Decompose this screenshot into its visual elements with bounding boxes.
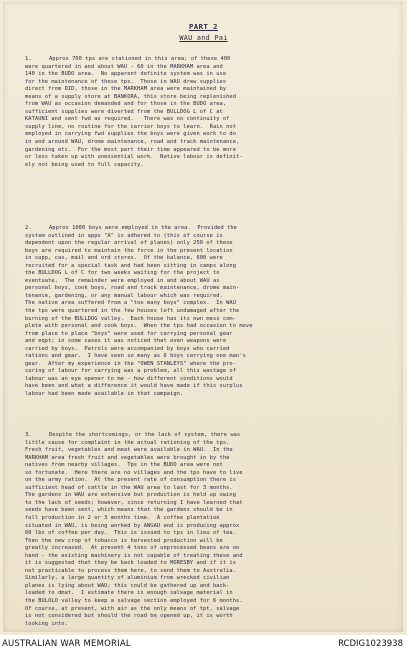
- text-line: recruited for a special task and had been sitting in camps along: [25, 262, 237, 269]
- text-line: loaded to dmat. I estimate there is enough salvage material in: [25, 590, 233, 597]
- text-line: so fortunate. Here there are no villages and the tps have to live: [25, 469, 243, 476]
- text-line: Similarly, a large quantity of aluminium from wrecked civilian: [25, 575, 230, 582]
- document-header: [0, 22, 407, 42]
- text-line: The gardens in WAU are extensive but production is held up owing: [25, 492, 237, 499]
- text-line: for the maintenance of these tps. Those in WAU drew supplies: [25, 78, 227, 85]
- text-line: labour was an eye opener to me - how different conditions would: [25, 375, 233, 382]
- text-line: were quartered in and about WAU - 60 in the MARKHAM area and: [25, 63, 223, 70]
- text-line: eventuate. The remainder were employed in and about WAU as: [25, 277, 220, 284]
- paragraph-3: [25, 432, 385, 628]
- paragraph-body: [25, 225, 385, 399]
- text-line: Fresh fruit, vegetables and meat were available in WAU. In the: [25, 447, 233, 454]
- text-line: Approx 1000 boys were employed in the area. Provided the: [49, 225, 237, 231]
- text-line: gear. After my experience in the "OWEN STANLEYS" where the pro-: [25, 360, 237, 367]
- text-line: is not considered but should the road be opened up, it is worth: [25, 613, 233, 620]
- text-line: it is suggested that they be back loaded to MORESBY and if it is: [25, 560, 237, 567]
- paragraph-body: [25, 432, 385, 628]
- text-line: and eqpt; in some cases it was noticed that even weapons were: [25, 338, 227, 345]
- text-line: gardening etc. For the most part their time appeared to be more: [25, 146, 237, 153]
- text-line: employed in carrying fwd supplies the boys were given work to do: [25, 131, 237, 138]
- text-line: boys are required to maintain the force in the present location: [25, 247, 233, 254]
- text-line: planes is lying about WAU; this could be gathered up and back-: [25, 582, 230, 589]
- text-line: Despite the shortcomings, or the lack of system, there was: [49, 432, 241, 438]
- paragraph-number: 1.: [25, 56, 32, 62]
- text-line: sufficient supplies were diverted from the BULLDOG L of C at: [25, 108, 223, 115]
- paragraph-1: [25, 56, 385, 169]
- text-line: the BULLDOG L of C for two weeks waiting for the project to: [25, 270, 220, 277]
- text-line: 140 in the BUDO area. No apparent definite system was in use: [25, 71, 227, 78]
- footer-archive-name: AUSTRALIAN WAR MEMORIAL: [2, 639, 131, 649]
- text-line: hand - the existing machinery is not capable of treating these and: [25, 552, 243, 559]
- text-line: dependent upon the regular arrival of planes) only 250 of these: [25, 240, 233, 247]
- text-line: curing of labour for carrying was a problem, all this wastage of: [25, 368, 237, 375]
- paragraph-2: [25, 225, 385, 399]
- text-line: sufficient head of cattle in the WAU area to last for 3 months.: [25, 484, 233, 491]
- footer-record-id: RCDIG1023938: [338, 639, 403, 649]
- text-line: to the lack of seeds; however, since returning I have learned that: [25, 499, 243, 506]
- text-line: Then the new crop of tobacco is harvested production will be: [25, 537, 223, 544]
- text-line: in supp, cas, mail and ord stores. Of the balance, 600 were: [25, 255, 223, 262]
- text-line: direct from DID, those in the MARKHAM area were maintained by: [25, 86, 227, 93]
- archive-footer: [0, 635, 407, 654]
- text-line: MARKHAM area fresh fruit and vegetables were brought in by the: [25, 454, 230, 461]
- text-line: means of a supply store at BANKORA, this store being replenished: [25, 93, 237, 100]
- text-line: The native area suffered from a "too many boys" complex. In WAU: [25, 300, 237, 307]
- text-line: or less taken up with unessential work. Native labour is definit-: [25, 154, 243, 161]
- text-line: tenance, gardening, or any manual labour which was required.: [25, 292, 223, 299]
- part-title: PART 2: [189, 22, 218, 31]
- text-line: in and around WAU, drome maintenance, road and track maintenance,: [25, 139, 240, 146]
- text-line: on the army ration. At the present rate of consumption there is: [25, 477, 237, 484]
- text-line: KATAUNI and sent fwd as required. There was no continuity of: [25, 116, 230, 123]
- text-line: situated in WAU, is being worked by ANGAU and is producing approx: [25, 522, 240, 529]
- text-line: 60 lbs of coffee per day. This is issued to tps in lieu of tea.: [25, 530, 237, 537]
- text-line: natives from nearby villages. Tps in the BUDO area were not: [25, 462, 223, 469]
- text-line: greatly increased. At present 4 tons of unprocessed beans are on: [25, 545, 240, 552]
- text-line: personal boys, cook boys, road and track maintenance, drome main-: [25, 285, 240, 292]
- text-line: burning of the BULLDOG valley. Each house has its own mess com-: [25, 315, 237, 322]
- text-line: not practicable to process them here, to send them to Australia.: [25, 567, 237, 574]
- text-line: the BULOLO valley to keep a salvage section employed for 6 months.: [25, 598, 243, 605]
- text-line: full production in 2 or 3 months time. A coffee plantation: [25, 515, 220, 522]
- text-line: seeds have been sent, which means that the gardens should be in: [25, 507, 233, 514]
- text-line: looking into.: [25, 620, 68, 627]
- text-line: from WAU as occasion demanded and for those in the BUDO area,: [25, 101, 227, 108]
- paragraph-number: 2.: [25, 225, 32, 231]
- paragraph-number: 3.: [25, 432, 32, 438]
- text-line: carried by boys. Patrols were accompanied by boys who carried: [25, 345, 230, 352]
- text-line: supply line, no routine for the carrier boys to learn. Rain not: [25, 123, 237, 130]
- text-line: the tps were quartered in the few houses left undamaged after the: [25, 308, 240, 315]
- text-line: have been and what a difference it would have made if this surplus: [25, 383, 243, 390]
- text-line: system outlined in appx "A" is adhered to (this of course is: [25, 232, 223, 239]
- text-line: ely not being used to full capacity.: [25, 161, 144, 168]
- text-line: Approx 700 tps are stationed in this area; of these 400: [49, 56, 231, 62]
- text-line: little cause for complaint in the actual rationing of the tps.: [25, 439, 230, 446]
- text-line: rations and gear. I have seen so many as 6 boys carrying one man's: [25, 353, 246, 360]
- text-line: plete with personal and cook boys. When the tps had occasion to move: [25, 323, 253, 330]
- section-subtitle: WAU and Pai: [179, 34, 228, 42]
- text-line: Of course, at present, with air as the only means of tpt, salvage: [25, 605, 240, 612]
- text-line: from place to place "boys" were used for carrying personal gear: [25, 330, 233, 337]
- text-line: labour had been made available in that campaign.: [25, 391, 184, 398]
- paragraph-body: [25, 56, 385, 169]
